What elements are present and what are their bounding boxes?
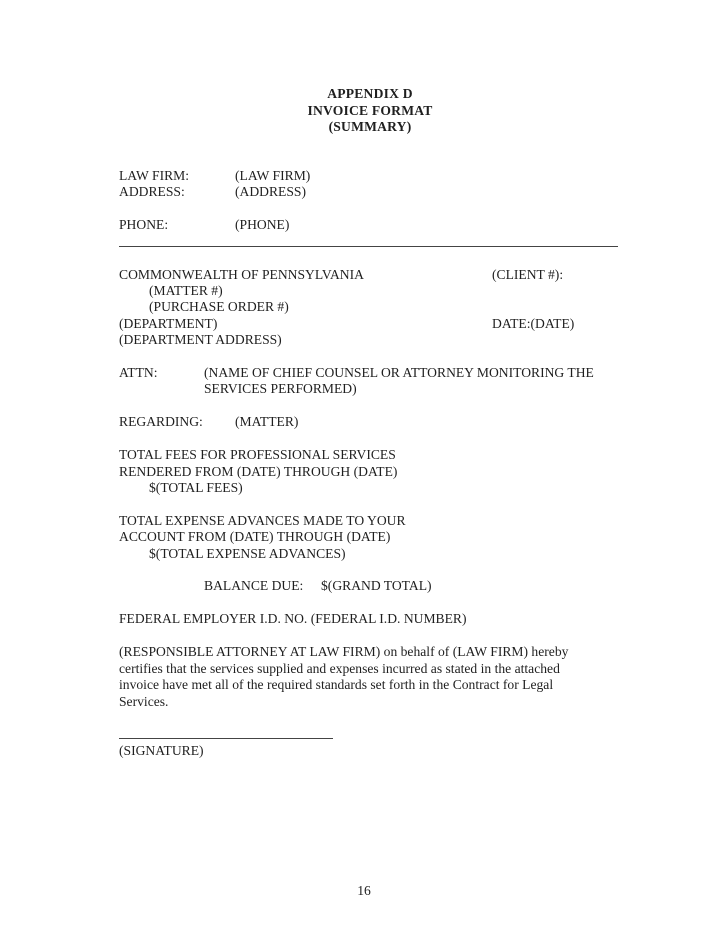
purchase-order-label: (PURCHASE ORDER #) [149,299,289,314]
certification-paragraph: (RESPONSIBLE ATTORNEY AT LAW FIRM) on behalf of (LAW FIRM) hereby certifies that the services supplied and expenses incurred as stated in the attached invoice have met all of the required standards set forth in the Contract for Legal Services. [119,644,569,709]
regarding-value: (MATTER) [235,414,299,429]
expenses-line-1: TOTAL EXPENSE ADVANCES MADE TO YOUR [119,513,406,528]
law-firm-label: LAW FIRM: [119,168,190,183]
expenses-line-2: ACCOUNT FROM (DATE) THROUGH (DATE) [119,529,391,544]
invoice-format-heading: INVOICE FORMAT [307,103,433,118]
fees-line-1: TOTAL FEES FOR PROFESSIONAL SERVICES [119,447,396,462]
law-firm-value: (LAW FIRM) [235,168,311,183]
department-address-label: (DEPARTMENT ADDRESS) [119,332,282,347]
total-fees-amount: $(TOTAL FEES) [149,480,243,495]
federal-id-line: FEDERAL EMPLOYER I.D. NO. (FEDERAL I.D. NUMBER) [119,611,467,626]
matter-number-label: (MATTER #) [149,283,223,298]
page-number: 16 [357,883,371,898]
phone-value: (PHONE) [235,217,290,232]
fees-line-2: RENDERED FROM (DATE) THROUGH (DATE) [119,464,398,479]
phone-label: PHONE: [119,217,169,232]
date-label: DATE:(DATE) [492,316,575,331]
department-label: (DEPARTMENT) [119,316,218,331]
client-number-label: (CLIENT #): [492,267,564,282]
attn-line-2: SERVICES PERFORMED) [204,381,357,396]
commonwealth-label: COMMONWEALTH OF PENNSYLVANIA [119,267,364,282]
attn-label: ATTN: [119,365,158,380]
address-value: (ADDRESS) [235,184,306,199]
signature-label: (SIGNATURE) [119,743,204,758]
appendix-heading: APPENDIX D [327,86,413,101]
summary-heading: (SUMMARY) [328,119,412,134]
regarding-label: REGARDING: [119,414,203,429]
total-expenses-amount: $(TOTAL EXPENSE ADVANCES) [149,546,346,561]
balance-due-label: BALANCE DUE: [204,578,304,593]
address-label: ADDRESS: [119,184,185,199]
signature-line [119,738,333,739]
attn-line-1: (NAME OF CHIEF COUNSEL OR ATTORNEY MONITORING THE [204,365,594,380]
section-divider [119,246,618,247]
balance-due-value: $(GRAND TOTAL) [321,578,432,593]
